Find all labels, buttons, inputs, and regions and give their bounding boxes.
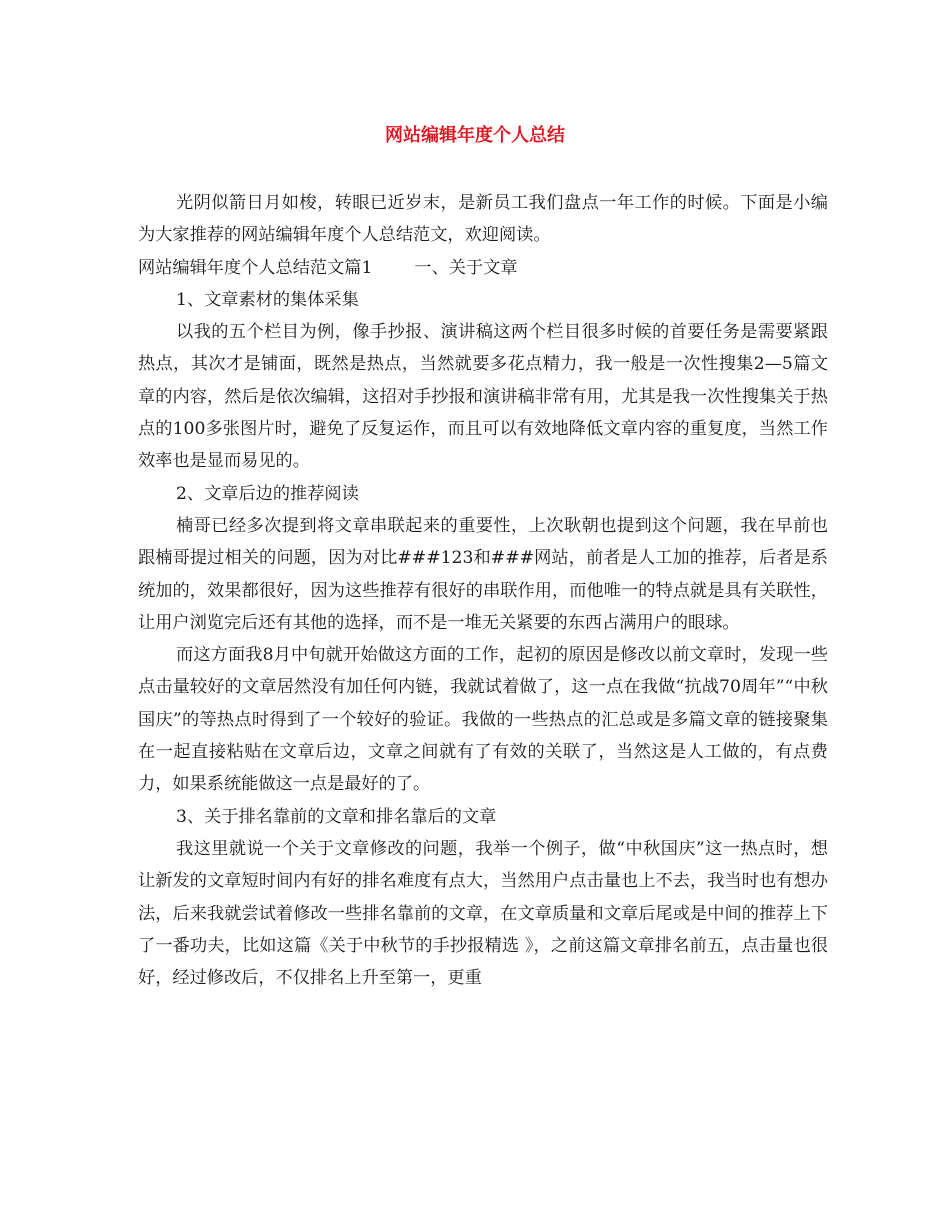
paragraph-body-1: 以我的五个栏目为例，像手抄报、演讲稿这两个栏目很多时候的首要任务是需要紧跟热点，其次才是铺面，既然是热点，当然就要多花点精力，我一般是一次性搜集2—5篇文章的内容，然后是依次编辑，这招对手抄报和演讲稿非常有用，尤其是我一次性搜集关于热点的100多张图片时，避免了反复运作，而且可以有效地降低文章内容的重复度，当然工作效率也是显而易见的。 (138, 322, 828, 472)
paragraph-subheading-3: 3、关于排名靠前的文章和排名靠后的文章 (176, 806, 497, 827)
paragraph-intro: 光阴似箭日月如梭，转眼已近岁末，是新员工我们盘点一年工作的时候。下面是小编为大家推荐的网站编辑年度个人总结范文，欢迎阅读。 (138, 193, 828, 246)
document-body (138, 187, 828, 994)
paragraph-body-2: 楠哥已经多次提到将文章串联起来的重要性，上次耿朝也提到这个问题，我在早前也跟楠哥提过相关的问题，因为对比###123和###网站，前者是人工加的推荐，后者是系统加的，效果都很好，因为这些推荐有很好的串联作用，而他唯一的特点就是具有关联性，让用户浏览完后还有其他的选择，而不是一堆无关紧要的东西占满用户的眼球。 (138, 515, 828, 633)
paragraph-heading-line (138, 252, 828, 284)
paragraph-body-3: 而这方面我8月中旬就开始做这方面的工作，起初的原因是修改以前文章时，发现一些点击量较好的文章居然没有加任何内链，我就试着做了，这一点在我做“抗战70周年”“中秋国庆”的等热点时得到了一个较好的验证。我做的一些热点的汇总或是多篇文章的链接聚集在一起直接粘贴在文章后边，文章之间就有了有效的关联了，当然这是人工做的，有点费力，如果系统能做这一点是最好的了。 (138, 645, 828, 795)
paragraph-body-4: 我这里就说一个关于文章修改的问题，我举一个例子，做“中秋国庆”这一热点时，想让新发的文章短时间内有好的排名难度有点大，当然用户点击量也上不去，我当时也有想办法，后来我就尝试着修改一些排名靠前的文章，在文章质量和文章后尾或是中间的推荐上下了一番功夫，比如这篇《关于中秋节的手抄报精选 》，之前这篇文章排名前五，点击量也很好，经过修改后，不仅排名上升至第一，更重 (138, 838, 828, 989)
section-title: 网站编辑年度个人总结范文篇1 (138, 257, 373, 278)
document-title: 网站编辑年度个人总结 (385, 125, 565, 146)
paragraph-subheading-1: 1、文章素材的集体采集 (176, 289, 359, 310)
section-subtitle: 一、关于文章 (414, 257, 518, 278)
paragraph-subheading-2: 2、文章后边的推荐阅读 (176, 483, 359, 504)
